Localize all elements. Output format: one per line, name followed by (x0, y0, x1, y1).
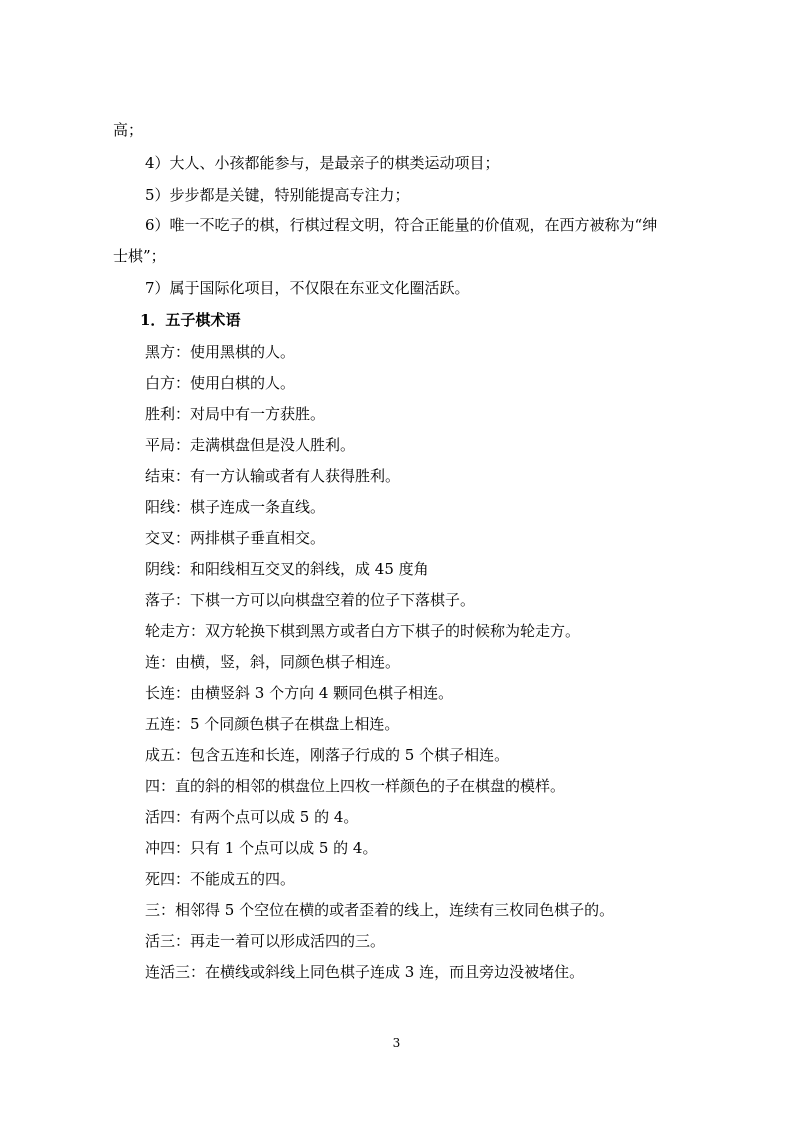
term-definition: 轮走方：双方轮换下棋到黑方或者白方下棋子的时候称为轮走方。 (145, 622, 581, 640)
term-definition: 平局：走满棋盘但是没人胜利。 (145, 436, 356, 454)
list-item-6-line-2: 士棋”； (113, 247, 166, 265)
term-definition: 三：相邻得 5 个空位在横的或者歪着的线上，连续有三枚同色棋子的。 (145, 901, 615, 919)
term-definition: 四：直的斜的相邻的棋盘位上四枚一样颜色的子在棋盘的模样。 (145, 777, 566, 795)
list-item-5: 5）步步都是关键，特别能提高专注力； (145, 186, 410, 204)
term-definition: 五连：5 个同颜色棋子在棋盘上相连。 (145, 715, 400, 733)
term-definition: 落子：下棋一方可以向棋盘空着的位子下落棋子。 (145, 591, 476, 609)
term-definition: 长连：由横竖斜 3 个方向 4 颗同色棋子相连。 (145, 684, 454, 702)
term-definition: 交叉：两排棋子垂直相交。 (145, 529, 326, 547)
term-definition: 结束：有一方认输或者有人获得胜利。 (145, 467, 401, 485)
term-definition: 阴线：和阳线相互交叉的斜线，成 45 度角 (145, 560, 429, 578)
term-definition: 阳线：棋子连成一条直线。 (145, 498, 326, 516)
list-item-7: 7）属于国际化项目，不仅限在东亚文化圈活跃。 (145, 279, 470, 297)
page-number: 3 (392, 1036, 401, 1050)
term-definition: 活四：有两个点可以成 5 的 4。 (145, 808, 359, 826)
term-definition: 胜利：对局中有一方获胜。 (145, 405, 326, 423)
term-definition: 连：由横，竖，斜，同颜色棋子相连。 (145, 653, 401, 671)
term-definition: 黑方：使用黑棋的人。 (145, 343, 296, 361)
paragraph-continuation: 高； (113, 121, 144, 139)
term-definition: 活三：再走一着可以形成活四的三。 (145, 932, 386, 950)
term-definition: 成五：包含五连和长连，刚落子行成的 5 个棋子相连。 (145, 746, 510, 764)
term-definition: 死四：不能成五的四。 (145, 870, 296, 888)
list-item-4: 4）大人、小孩都能参与，是最亲子的棋类运动项目； (145, 154, 500, 172)
term-definition: 连活三：在横线或斜线上同色棋子连成 3 连，而且旁边没被堵住。 (145, 963, 585, 981)
term-definition: 冲四：只有 1 个点可以成 5 的 4。 (145, 839, 378, 857)
term-definition: 白方：使用白棋的人。 (145, 374, 296, 392)
section-heading: 1．五子棋术语 (140, 311, 241, 329)
list-item-6-line-1: 6）唯一不吃子的棋，行棋过程文明，符合正能量的价值观，在西方被称为“绅 (145, 216, 658, 234)
